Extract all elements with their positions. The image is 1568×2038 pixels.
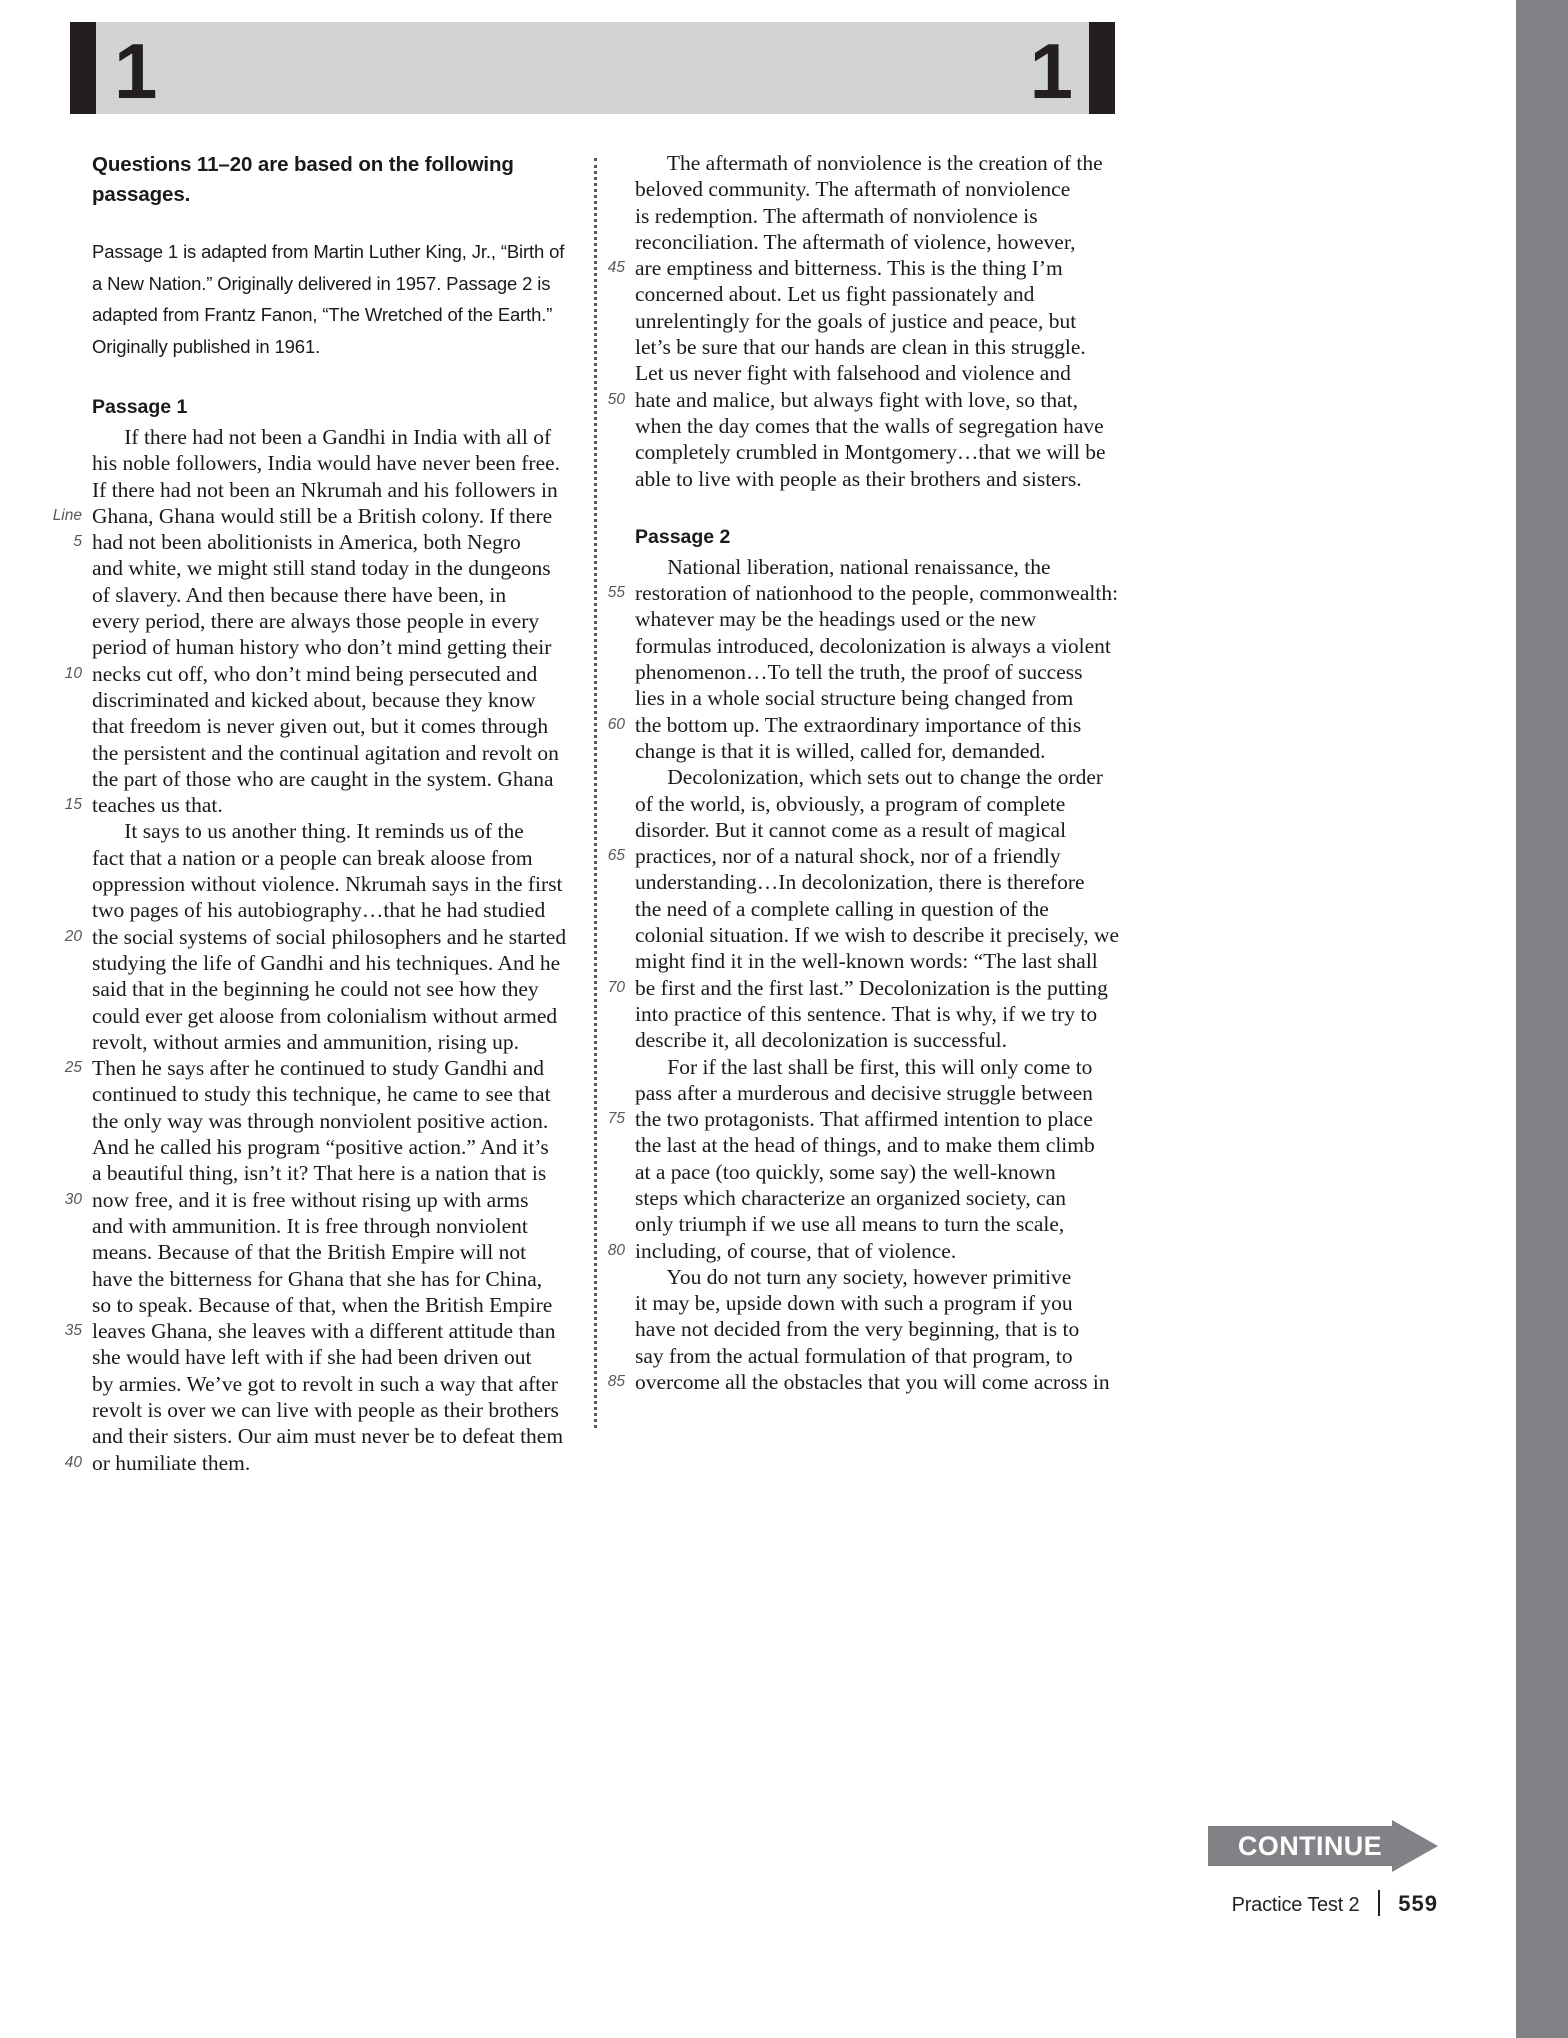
passage-line-text: describe it, all decolonization is successful. bbox=[635, 1028, 1007, 1053]
passage-line-text: Then he says after he continued to study Gandhi and bbox=[92, 1056, 544, 1081]
passage-line bbox=[92, 845, 572, 871]
passage-line bbox=[92, 766, 572, 792]
line-number-marker: 40 bbox=[64, 1453, 82, 1471]
passage-line bbox=[92, 608, 572, 634]
passage-line bbox=[635, 633, 1115, 659]
passage-line-text: It says to us another thing. It reminds us of the bbox=[92, 819, 524, 844]
passage-line-text: his noble followers, India would have never been free. bbox=[92, 451, 561, 476]
questions-heading: Questions 11–20 are based on the following passages. bbox=[92, 153, 514, 206]
passage-2-heading: Passage 2 bbox=[635, 525, 731, 548]
passage-line bbox=[92, 1239, 572, 1265]
passage-line-text: two pages of his autobiography…that he had studied bbox=[92, 898, 546, 923]
passage-line-text: Let us never fight with falsehood and violence and bbox=[635, 361, 1071, 386]
passage-line-text: revolt is over we can live with people as their brothers bbox=[92, 1397, 559, 1422]
passage-line bbox=[92, 634, 572, 660]
passage-line-text: hate and malice, but always fight with love, so that, bbox=[635, 387, 1079, 412]
passage-line bbox=[635, 203, 1115, 229]
section-header-background bbox=[70, 22, 1115, 114]
passage-1-continued-lines bbox=[607, 150, 1115, 492]
left-column bbox=[52, 150, 572, 1476]
passage-line bbox=[92, 1423, 572, 1449]
passage-line bbox=[607, 1106, 1115, 1132]
passage-line-text: revolt, without armies and ammunition, rising up. bbox=[92, 1029, 519, 1054]
passage-line-text: practices, nor of a natural shock, nor of a friendly bbox=[635, 844, 1061, 869]
passage-line bbox=[92, 976, 572, 1002]
passage-line bbox=[92, 950, 572, 976]
passage-line bbox=[607, 975, 1115, 1001]
passage-line bbox=[635, 1264, 1115, 1290]
line-number-marker: 60 bbox=[607, 715, 625, 733]
passage-line bbox=[92, 818, 572, 844]
passage-line-text: the part of those who are caught in the system. Ghana bbox=[92, 766, 554, 791]
passage-line-text: the social systems of social philosophers and he started bbox=[92, 924, 567, 949]
passage-line-text: every period, there are always those people in every bbox=[92, 609, 540, 634]
passage-line bbox=[635, 229, 1115, 255]
passage-line-text: formulas introduced, decolonization is always a violent bbox=[635, 633, 1111, 658]
passage-2-lines bbox=[607, 554, 1120, 1396]
passage-line bbox=[73, 529, 572, 555]
passage-line bbox=[64, 1450, 572, 1476]
passage-line bbox=[92, 1029, 572, 1055]
passage-line-text: lies in a whole social structure being changed from bbox=[635, 686, 1074, 711]
passage-1-lines bbox=[52, 424, 572, 1476]
passage-line-text: say from the actual formulation of that program, to bbox=[635, 1343, 1073, 1368]
line-number-marker: 35 bbox=[64, 1322, 82, 1340]
passage-line bbox=[635, 308, 1115, 334]
passage-line-text: have not decided from the very beginning, that is to bbox=[635, 1317, 1080, 1342]
passage-line bbox=[92, 555, 572, 581]
passage-line-text: completely crumbled in Montgomery…that we will be bbox=[635, 440, 1106, 465]
passage-line bbox=[92, 1344, 572, 1370]
passage-line bbox=[635, 685, 1115, 711]
passage-line bbox=[635, 738, 1115, 764]
passage-line-text: have the bitterness for Ghana that she has for China, bbox=[92, 1266, 543, 1291]
passage-line-text: continued to study this technique, he came to see that bbox=[92, 1082, 551, 1107]
passage-line bbox=[635, 360, 1115, 386]
passage-line-text: phenomenon…To tell the truth, the proof of success bbox=[635, 660, 1083, 685]
line-number-marker: 10 bbox=[64, 664, 82, 682]
passage-line-text: studying the life of Gandhi and his techniques. And he bbox=[92, 950, 561, 975]
section-header-right-tab bbox=[1089, 22, 1115, 114]
passage-line-text: or humiliate them. bbox=[92, 1450, 251, 1475]
passage-line-text: steps which characterize an organized society, can bbox=[635, 1185, 1066, 1210]
passage-line bbox=[92, 1397, 572, 1423]
passage-line-text: be first and the first last.” Decolonization is the putting bbox=[635, 975, 1108, 1000]
continue-banner bbox=[1208, 1820, 1438, 1872]
passage-intro: Passage 1 is adapted from Martin Luther King, Jr., “Birth of a New Nation.” Originally delivered in 1957. Passage 2 is adapted from Frantz Fanon, “The Wretched of the Earth.” Originally published in 1961. bbox=[92, 241, 565, 357]
line-number-marker: 20 bbox=[64, 927, 82, 945]
passage-line-text: teaches us that. bbox=[92, 793, 223, 818]
line-number-marker: Line bbox=[52, 506, 82, 524]
passage-line bbox=[92, 1292, 572, 1318]
passage-line bbox=[635, 1080, 1115, 1106]
section-number-right: 1 bbox=[1029, 27, 1071, 115]
passage-line bbox=[635, 922, 1120, 948]
passage-line bbox=[635, 1027, 1115, 1053]
passage-line-text: and their sisters. Our aim must never be to defeat them bbox=[92, 1424, 564, 1449]
passage-line-text: the last at the head of things, and to make them climb bbox=[635, 1133, 1095, 1158]
passage-line bbox=[92, 871, 572, 897]
passage-line bbox=[635, 334, 1115, 360]
passage-line bbox=[635, 948, 1115, 974]
passage-line-text: by armies. We’ve got to revolt in such a way that after bbox=[92, 1371, 558, 1396]
line-number-marker: 55 bbox=[607, 584, 625, 602]
passage-line-text: pass after a murderous and decisive struggle between bbox=[635, 1080, 1093, 1105]
passage-line bbox=[92, 1371, 572, 1397]
passage-line-text: is redemption. The aftermath of nonviolence is bbox=[635, 203, 1038, 228]
passage-line-text: the need of a complete calling in question of the bbox=[635, 896, 1049, 921]
passage-line-text: disorder. But it cannot come as a result of magical bbox=[635, 817, 1067, 842]
passage-line bbox=[607, 712, 1115, 738]
passage-line bbox=[64, 1187, 572, 1213]
passage-line-text: only triumph if we use all means to turn the scale, bbox=[635, 1212, 1065, 1237]
line-number-marker: 50 bbox=[607, 390, 625, 408]
passage-line bbox=[635, 869, 1115, 895]
section-header-left-tab bbox=[70, 22, 96, 114]
passage-line bbox=[607, 1238, 1115, 1264]
passage-line-text: reconciliation. The aftermath of violence, however, bbox=[635, 229, 1076, 254]
right-column bbox=[607, 150, 1120, 1395]
passage-line-text: If there had not been a Gandhi in India with all of bbox=[92, 425, 552, 449]
passage-line bbox=[635, 1316, 1115, 1342]
passage-line bbox=[92, 1003, 572, 1029]
passage-line bbox=[92, 450, 572, 476]
passage-line bbox=[92, 1266, 572, 1292]
passage-line-text: let’s be sure that our hands are clean in this struggle. bbox=[635, 335, 1086, 360]
passage-line bbox=[92, 740, 572, 766]
passage-line bbox=[635, 176, 1115, 202]
passage-line-text: when the day comes that the walls of segregation have bbox=[635, 413, 1104, 438]
line-number-marker: 65 bbox=[607, 847, 625, 865]
passage-line-text: the two protagonists. That affirmed intention to place bbox=[635, 1107, 1093, 1132]
passage-line-text: that freedom is never given out, but it comes through bbox=[92, 714, 549, 739]
passage-line-text: able to live with people as their brothers and sisters. bbox=[635, 466, 1082, 491]
passage-line bbox=[607, 387, 1115, 413]
passage-line-text: And he called his program “positive action.” And it’s bbox=[92, 1135, 549, 1160]
passage-line bbox=[64, 1055, 572, 1081]
footer-separator bbox=[1378, 1890, 1380, 1916]
page-footer bbox=[0, 1890, 1438, 1917]
passage-line bbox=[635, 413, 1115, 439]
passage-line-text: a beautiful thing, isn’t it? That here is a nation that is bbox=[92, 1161, 547, 1186]
passage-line-text: change is that it is willed, called for, demanded. bbox=[635, 738, 1046, 763]
passage-line bbox=[607, 1369, 1115, 1395]
passage-line-text: colonial situation. If we wish to describe it precisely, we bbox=[635, 923, 1120, 948]
passage-line bbox=[635, 764, 1115, 790]
passage-line-text: period of human history who don’t mind getting their bbox=[92, 635, 552, 660]
passage-line bbox=[635, 1132, 1115, 1158]
passage-line bbox=[607, 843, 1115, 869]
passage-line-text: including, of course, that of violence. bbox=[635, 1238, 957, 1263]
passage-line bbox=[52, 503, 572, 529]
passage-line bbox=[635, 1290, 1115, 1316]
line-number-marker: 80 bbox=[607, 1241, 625, 1259]
passage-line-text: so to speak. Because of that, when the British Empire bbox=[92, 1292, 553, 1317]
passage-line bbox=[635, 817, 1115, 843]
passage-line bbox=[92, 713, 572, 739]
passage-line bbox=[635, 1211, 1115, 1237]
line-number-marker: 25 bbox=[64, 1059, 82, 1077]
passage-line-text: Ghana, Ghana would still be a British colony. If there bbox=[92, 503, 553, 528]
passage-line bbox=[635, 659, 1115, 685]
passage-line-text: You do not turn any society, however primitive bbox=[635, 1264, 1072, 1289]
passage-line bbox=[92, 1160, 572, 1186]
line-number-marker: 75 bbox=[607, 1110, 625, 1128]
passage-line-text: The aftermath of nonviolence is the creation of the bbox=[635, 151, 1103, 175]
passage-line bbox=[92, 582, 572, 608]
passage-line bbox=[635, 1185, 1115, 1211]
passage-line bbox=[635, 1054, 1115, 1080]
passage-line bbox=[635, 1343, 1115, 1369]
section-header bbox=[70, 22, 1115, 114]
passage-line-text: overcome all the obstacles that you will come across in bbox=[635, 1370, 1110, 1395]
passage-line-text: understanding…In decolonization, there is therefore bbox=[635, 870, 1085, 895]
passage-line-text: of the world, is, obviously, a program of complete bbox=[635, 791, 1066, 816]
passage-1-heading: Passage 1 bbox=[92, 396, 188, 418]
passage-line bbox=[64, 661, 572, 687]
passage-line bbox=[92, 424, 572, 450]
passage-line-text: If there had not been an Nkrumah and his followers in bbox=[92, 477, 558, 502]
passage-line bbox=[635, 281, 1115, 307]
line-number-marker: 70 bbox=[607, 978, 625, 996]
passage-line-text: now free, and it is free without rising up with arms bbox=[92, 1187, 529, 1212]
passage-line bbox=[607, 255, 1115, 281]
passage-line-text: and white, we might still stand today in the dungeons bbox=[92, 556, 551, 581]
passage-line bbox=[92, 1134, 572, 1160]
passage-line bbox=[635, 466, 1115, 492]
line-number-marker: 45 bbox=[607, 259, 625, 277]
footer-test-name: Practice Test 2 bbox=[1231, 1894, 1360, 1916]
passage-line bbox=[635, 554, 1115, 580]
passage-line-text: National liberation, national renaissance, the bbox=[635, 554, 1051, 579]
passage-line-text: Decolonization, which sets out to change the order bbox=[635, 765, 1104, 790]
passage-line-text: could ever get aloose from colonialism without armed bbox=[92, 1003, 558, 1028]
passage-line bbox=[635, 150, 1115, 176]
passage-line-text: unrelentingly for the goals of justice and peace, but bbox=[635, 308, 1077, 333]
passage-line bbox=[64, 1318, 572, 1344]
passage-line-text: For if the last shall be first, this will only come to bbox=[635, 1054, 1093, 1079]
passage-line-text: the bottom up. The extraordinary importance of this bbox=[635, 712, 1082, 737]
passage-line-text: at a pace (too quickly, some say) the well-known bbox=[635, 1159, 1056, 1184]
continue-label: CONTINUE bbox=[1237, 1830, 1383, 1861]
passage-line-text: are emptiness and bitterness. This is the thing I’m bbox=[635, 256, 1063, 281]
line-number-marker: 30 bbox=[64, 1190, 82, 1208]
passage-line-text: restoration of nationhood to the people, commonwealth: bbox=[635, 581, 1119, 606]
passage-line bbox=[635, 1159, 1115, 1185]
line-number-marker: 15 bbox=[64, 796, 82, 814]
passage-line bbox=[92, 1081, 572, 1107]
passage-line bbox=[92, 897, 572, 923]
passage-line-text: and with ammunition. It is free through nonviolent bbox=[92, 1213, 528, 1238]
passage-line-text: leaves Ghana, she leaves with a different attitude than bbox=[92, 1319, 556, 1344]
passage-line bbox=[607, 580, 1119, 606]
passage-line-text: necks cut off, who don’t mind being persecuted and bbox=[92, 661, 538, 686]
passage-line-text: the only way was through nonviolent positive action. bbox=[92, 1108, 549, 1133]
passage-line bbox=[635, 439, 1115, 465]
passage-line bbox=[64, 792, 572, 818]
passage-line bbox=[92, 1108, 572, 1134]
passage-line bbox=[635, 606, 1115, 632]
page-edge-band bbox=[1516, 0, 1568, 2038]
line-number-marker: 5 bbox=[73, 533, 82, 551]
passage-line-text: it may be, upside down with such a program if you bbox=[635, 1291, 1073, 1316]
passage-line bbox=[92, 477, 572, 503]
passage-line-text: oppression without violence. Nkrumah says in the first bbox=[92, 872, 563, 897]
line-number-marker: 85 bbox=[607, 1373, 625, 1391]
passage-line bbox=[64, 924, 572, 950]
passage-line-text: whatever may be the headings used or the new bbox=[635, 607, 1037, 632]
footer-page-number: 559 bbox=[1398, 1891, 1438, 1916]
passage-line-text: said that in the beginning he could not see how they bbox=[92, 977, 539, 1002]
passage-line bbox=[92, 1213, 572, 1239]
passage-line-text: fact that a nation or a people can break aloose from bbox=[92, 845, 533, 870]
passage-line-text: had not been abolitionists in America, both Negro bbox=[92, 530, 521, 555]
passage-line-text: the persistent and the continual agitation and revolt on bbox=[92, 740, 559, 765]
passage-line-text: beloved community. The aftermath of nonviolence bbox=[635, 177, 1071, 202]
passage-line-text: concerned about. Let us fight passionately and bbox=[635, 282, 1035, 307]
passage-line-text: discriminated and kicked about, because they know bbox=[92, 687, 536, 712]
passage-line-text: into practice of this sentence. That is why, if we try to bbox=[635, 1001, 1098, 1026]
passage-line bbox=[635, 896, 1115, 922]
passage-line-text: of slavery. And then because there have been, in bbox=[92, 582, 507, 607]
passage-line bbox=[635, 1001, 1115, 1027]
section-number-left: 1 bbox=[114, 27, 156, 115]
passage-line bbox=[635, 791, 1115, 817]
passage-line-text: means. Because of that the British Empire will not bbox=[92, 1240, 527, 1265]
passage-line-text: might find it in the well-known words: “The last shall bbox=[635, 949, 1098, 974]
passage-line bbox=[92, 687, 572, 713]
passage-line-text: she would have left with if she had been driven out bbox=[92, 1345, 532, 1370]
